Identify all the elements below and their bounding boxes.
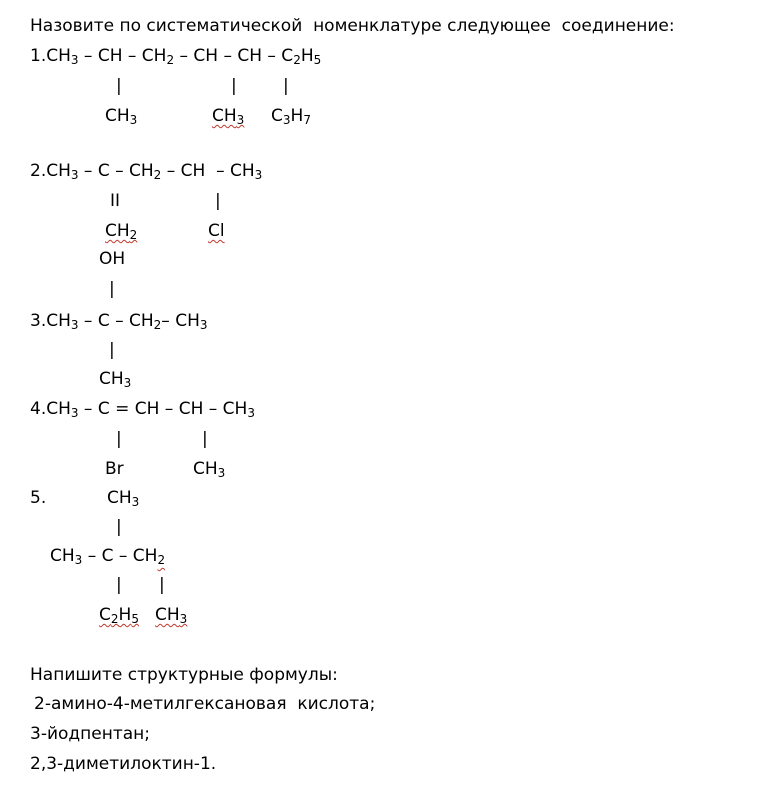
compound5-substituent-1: $C_2H_5$ xyxy=(99,605,139,626)
compound5-bond-1: | xyxy=(116,575,122,595)
compound5-bond-2: | xyxy=(159,575,165,595)
compound1-substituent-1: $CH_3$ xyxy=(105,106,138,127)
compound1-bond-2: | xyxy=(231,76,237,96)
compound1-substituent-3: $C_3H_7$ xyxy=(271,106,311,127)
compound2-substituent-1: $CH_2$ xyxy=(105,221,138,242)
compound3-bottom-bond: | xyxy=(109,340,115,360)
compound4-substituent-2: $CH_3$ xyxy=(193,459,226,480)
compound2-double-bond: II xyxy=(110,191,121,211)
compound5-top-bond: | xyxy=(116,517,122,537)
compound2-substituent-2: Cl xyxy=(208,221,225,241)
compound5-number: 5. xyxy=(30,488,47,508)
compound5-main-chain: $CH_3$ – C – $CH_2$ xyxy=(50,546,166,567)
compound3-top-bond: | xyxy=(109,279,115,299)
compound3-top-group: OH xyxy=(99,249,126,269)
compound4-substituent-1: Br xyxy=(105,459,124,479)
compound4-bond-2: | xyxy=(202,429,208,449)
task2-item-1: 2-амино-4-метилгексановая кислота; xyxy=(34,694,376,714)
task2-item-2: 3-йодпентан; xyxy=(30,724,151,744)
task1-heading: Назовите по систематической номенклатуре следующее соединение: xyxy=(30,16,675,36)
task2-heading: Напишите структурные формулы: xyxy=(30,665,338,685)
compound2-bond: | xyxy=(215,191,221,211)
compound3-bottom-group: $CH_3$ xyxy=(99,369,132,390)
compound4-main-chain: $4.CH_3$ – C = CH – CH – $CH_3$ xyxy=(30,399,255,420)
compound3-main-chain: $3.CH_3$ – C – $CH_2-$ $CH_3$ xyxy=(30,311,208,332)
compound4-bond-1: | xyxy=(116,429,122,449)
compound1-main-chain: $1.CH_3$ – CH – $CH_2$ – CH – CH – $C_2H_5$ xyxy=(30,46,322,67)
compound5-substituent-2: $CH_3$ xyxy=(155,605,188,626)
compound1-substituent-2: $CH_3$ xyxy=(212,106,245,127)
compound5-top-group: $CH_3$ xyxy=(107,488,140,509)
compound1-bond-3: | xyxy=(283,76,289,96)
compound1-bond-1: | xyxy=(116,76,122,96)
task2-item-3: 2,3-диметилоктин-1. xyxy=(30,754,217,774)
compound2-main-chain: $2.CH_3$ – C – $CH_2$ – CH – $CH_3$ xyxy=(30,161,263,182)
